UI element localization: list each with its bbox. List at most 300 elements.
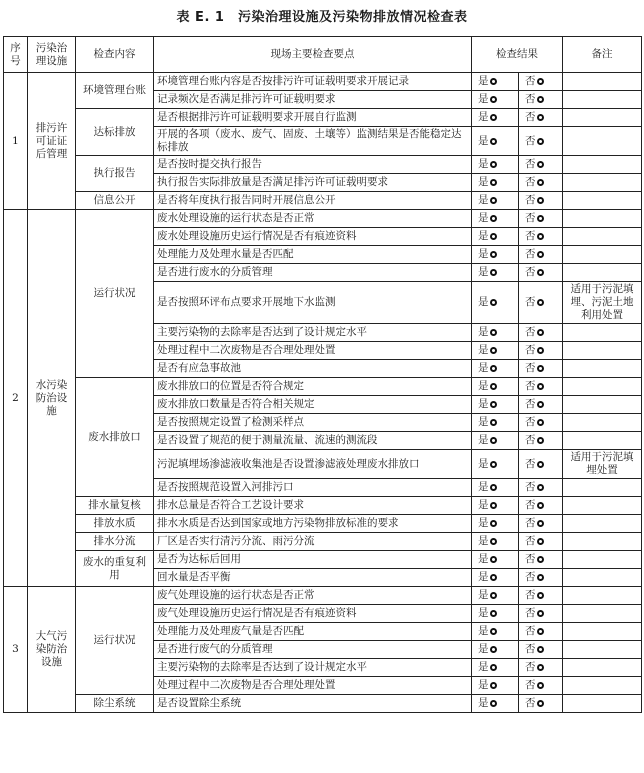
radio-circle-icon[interactable]	[537, 251, 544, 258]
radio-circle-icon[interactable]	[537, 401, 544, 408]
inspection-table	[3, 36, 642, 713]
radio-circle-icon[interactable]	[490, 700, 497, 707]
no-option[interactable]	[519, 396, 563, 414]
yes-label: 是	[478, 176, 489, 188]
check-point: 执行报告实际排放量是否满足排污许可证载明要求	[154, 174, 472, 192]
radio-circle-icon[interactable]	[537, 138, 544, 145]
check-point: 是否按照规范设置入河排污口	[154, 479, 472, 497]
yes-label: 是	[478, 93, 489, 105]
remark-cell	[563, 342, 642, 360]
check-point: 处理能力及处理水量是否匹配	[154, 246, 472, 264]
table-title: 表 E. 1 污染治理设施及污染物排放情况检查表	[176, 10, 468, 25]
no-label: 否	[525, 457, 536, 470]
no-option[interactable]	[519, 515, 563, 533]
no-label: 否	[525, 296, 536, 308]
radio-circle-icon[interactable]	[537, 484, 544, 491]
radio-circle-icon[interactable]	[537, 215, 544, 222]
radio-circle-icon[interactable]	[537, 96, 544, 103]
yes-label: 是	[478, 553, 489, 565]
yes-label: 是	[478, 296, 489, 308]
no-label: 否	[525, 111, 536, 123]
yes-option[interactable]	[472, 677, 519, 695]
table-row	[4, 378, 642, 396]
yes-option[interactable]	[472, 156, 519, 174]
table-row	[4, 695, 642, 713]
no-option[interactable]	[519, 432, 563, 450]
no-label: 否	[525, 481, 536, 493]
yes-option[interactable]	[472, 414, 519, 432]
check-point: 是否根据排污许可证载明要求开展自行监测	[154, 109, 472, 127]
radio-circle-icon[interactable]	[537, 520, 544, 527]
remark-cell	[563, 264, 642, 282]
radio-circle-icon[interactable]	[490, 299, 497, 306]
check-item: 废水排放口	[76, 378, 154, 497]
radio-circle-icon[interactable]	[537, 556, 544, 563]
yes-label: 是	[478, 589, 489, 601]
yes-option[interactable]	[472, 246, 519, 264]
radio-circle-icon[interactable]	[537, 269, 544, 276]
check-point: 主要污染物的去除率是否达到了设计规定水平	[154, 659, 472, 677]
yes-label: 是	[478, 398, 489, 410]
yes-option[interactable]	[472, 91, 519, 109]
no-label: 否	[525, 75, 536, 87]
section-facility: 水污染防治设施	[28, 210, 76, 587]
radio-circle-icon[interactable]	[490, 461, 497, 468]
table-row	[4, 551, 642, 569]
no-label: 否	[525, 607, 536, 619]
yes-option[interactable]	[472, 192, 519, 210]
check-point: 是否设置了规范的便于测量流量、流速的测流段	[154, 432, 472, 450]
remark-cell	[563, 587, 642, 605]
check-point: 是否为达标后回用	[154, 551, 472, 569]
radio-circle-icon[interactable]	[537, 329, 544, 336]
yes-label: 是	[478, 499, 489, 511]
yes-label: 是	[478, 134, 489, 147]
radio-circle-icon[interactable]	[490, 437, 497, 444]
radio-circle-icon[interactable]	[537, 437, 544, 444]
header-row	[4, 37, 642, 73]
no-option[interactable]	[519, 479, 563, 497]
radio-circle-icon[interactable]	[537, 114, 544, 121]
remark-cell: 适用于污泥填埋、污泥土地利用处置	[563, 282, 642, 324]
yes-option[interactable]	[472, 450, 519, 479]
no-label: 否	[525, 230, 536, 242]
check-point: 废水处理设施的运行状态是否正常	[154, 210, 472, 228]
check-point: 废水排放口数量是否符合相关规定	[154, 396, 472, 414]
check-point: 处理能力及处理废气量是否匹配	[154, 623, 472, 641]
check-item: 废水的重复利用	[76, 551, 154, 587]
radio-circle-icon[interactable]	[537, 646, 544, 653]
radio-circle-icon[interactable]	[490, 538, 497, 545]
no-label: 否	[525, 93, 536, 105]
radio-circle-icon[interactable]	[537, 78, 544, 85]
radio-circle-icon[interactable]	[490, 610, 497, 617]
remark-cell	[563, 127, 642, 156]
radio-circle-icon[interactable]	[490, 269, 497, 276]
no-option[interactable]	[519, 174, 563, 192]
no-option[interactable]	[519, 91, 563, 109]
no-option[interactable]	[519, 282, 563, 324]
yes-label: 是	[478, 625, 489, 637]
yes-option[interactable]	[472, 479, 519, 497]
check-point: 厂区是否实行清污分流、雨污分流	[154, 533, 472, 551]
yes-option[interactable]	[472, 228, 519, 246]
radio-circle-icon[interactable]	[490, 419, 497, 426]
no-option[interactable]	[519, 551, 563, 569]
yes-label: 是	[478, 266, 489, 278]
check-point: 是否将年度执行报告同时开展信息公开	[154, 192, 472, 210]
no-option[interactable]	[519, 569, 563, 587]
radio-circle-icon[interactable]	[490, 96, 497, 103]
radio-circle-icon[interactable]	[537, 502, 544, 509]
header-facility: 污染治理设施	[28, 37, 76, 73]
yes-label: 是	[478, 380, 489, 392]
table-row	[4, 192, 642, 210]
yes-label: 是	[478, 607, 489, 619]
yes-option[interactable]	[472, 533, 519, 551]
remark-cell	[563, 228, 642, 246]
yes-option[interactable]	[472, 605, 519, 623]
section-facility: 大气污染防治设施	[28, 587, 76, 713]
radio-circle-icon[interactable]	[537, 179, 544, 186]
check-point: 处理过程中二次废物是否合理处理处置	[154, 677, 472, 695]
check-point: 记录频次是否满足排污许可证载明要求	[154, 91, 472, 109]
radio-circle-icon[interactable]	[490, 365, 497, 372]
check-point: 回水量是否平衡	[154, 569, 472, 587]
remark-cell	[563, 515, 642, 533]
no-option[interactable]	[519, 228, 563, 246]
yes-label: 是	[478, 679, 489, 691]
radio-circle-icon[interactable]	[490, 138, 497, 145]
section-seq: 1	[4, 73, 28, 210]
no-label: 否	[525, 134, 536, 147]
no-label: 否	[525, 697, 536, 709]
no-option[interactable]	[519, 342, 563, 360]
radio-circle-icon[interactable]	[490, 179, 497, 186]
table-row	[4, 156, 642, 174]
yes-label: 是	[478, 194, 489, 206]
yes-option[interactable]	[472, 174, 519, 192]
check-item: 排水量复核	[76, 497, 154, 515]
check-point: 废水处理设施历史运行情况是否有痕迹资料	[154, 228, 472, 246]
header-result: 检查结果	[472, 37, 563, 73]
radio-circle-icon[interactable]	[490, 383, 497, 390]
remark-cell	[563, 91, 642, 109]
yes-label: 是	[478, 344, 489, 356]
check-item: 运行状况	[76, 587, 154, 695]
check-point: 主要污染物的去除率是否达到了设计规定水平	[154, 324, 472, 342]
table-row	[4, 497, 642, 515]
remark-cell	[563, 246, 642, 264]
table-row	[4, 515, 642, 533]
radio-circle-icon[interactable]	[490, 197, 497, 204]
yes-label: 是	[478, 571, 489, 583]
radio-circle-icon[interactable]	[537, 700, 544, 707]
header-points: 现场主要检查要点	[154, 37, 472, 73]
radio-circle-icon[interactable]	[490, 664, 497, 671]
remark-cell	[563, 360, 642, 378]
yes-label: 是	[478, 697, 489, 709]
check-item: 执行报告	[76, 156, 154, 192]
no-option[interactable]	[519, 533, 563, 551]
yes-label: 是	[478, 481, 489, 493]
radio-circle-icon[interactable]	[537, 383, 544, 390]
yes-option[interactable]	[472, 551, 519, 569]
table-row	[4, 210, 642, 228]
radio-circle-icon[interactable]	[537, 197, 544, 204]
remark-cell	[563, 695, 642, 713]
no-label: 否	[525, 212, 536, 224]
no-label: 否	[525, 679, 536, 691]
no-label: 否	[525, 553, 536, 565]
radio-circle-icon[interactable]	[490, 574, 497, 581]
radio-circle-icon[interactable]	[490, 592, 497, 599]
yes-option[interactable]	[472, 432, 519, 450]
no-label: 否	[525, 380, 536, 392]
check-point: 处理过程中二次废物是否合理处理处置	[154, 342, 472, 360]
check-point: 开展的各项（废水、废气、固废、土壤等）监测结果是否能稳定达标排放	[154, 127, 472, 156]
remark-cell	[563, 156, 642, 174]
yes-option[interactable]	[472, 695, 519, 713]
radio-circle-icon[interactable]	[537, 628, 544, 635]
no-label: 否	[525, 643, 536, 655]
no-label: 否	[525, 362, 536, 374]
section-seq: 2	[4, 210, 28, 587]
no-option[interactable]	[519, 623, 563, 641]
radio-circle-icon[interactable]	[490, 484, 497, 491]
check-point: 废水排放口的位置是否符合规定	[154, 378, 472, 396]
yes-label: 是	[478, 75, 489, 87]
no-label: 否	[525, 625, 536, 637]
remark-cell: 适用于污泥填埋处置	[563, 450, 642, 479]
section-seq: 3	[4, 587, 28, 713]
radio-circle-icon[interactable]	[537, 461, 544, 468]
radio-circle-icon[interactable]	[537, 664, 544, 671]
yes-label: 是	[478, 517, 489, 529]
radio-circle-icon[interactable]	[490, 215, 497, 222]
check-item: 除尘系统	[76, 695, 154, 713]
remark-cell	[563, 378, 642, 396]
yes-label: 是	[478, 661, 489, 673]
radio-circle-icon[interactable]	[537, 610, 544, 617]
no-label: 否	[525, 398, 536, 410]
no-label: 否	[525, 499, 536, 511]
radio-circle-icon[interactable]	[490, 233, 497, 240]
yes-label: 是	[478, 212, 489, 224]
radio-circle-icon[interactable]	[537, 347, 544, 354]
remark-cell	[563, 569, 642, 587]
yes-label: 是	[478, 416, 489, 428]
remark-cell	[563, 641, 642, 659]
header-item: 检查内容	[76, 37, 154, 73]
yes-option[interactable]	[472, 623, 519, 641]
check-point: 废气处理设施的运行状态是否正常	[154, 587, 472, 605]
no-option[interactable]	[519, 378, 563, 396]
remark-cell	[563, 73, 642, 91]
radio-circle-icon[interactable]	[490, 682, 497, 689]
check-point: 排水总量是否符合工艺设计要求	[154, 497, 472, 515]
check-point: 是否进行废水的分质管理	[154, 264, 472, 282]
check-point: 污泥填埋场渗滤液收集池是否设置渗滤液处理废水排放口	[154, 450, 472, 479]
remark-cell	[563, 551, 642, 569]
yes-option[interactable]	[472, 641, 519, 659]
yes-option[interactable]	[472, 324, 519, 342]
no-option[interactable]	[519, 414, 563, 432]
check-item: 运行状况	[76, 210, 154, 378]
yes-option[interactable]	[472, 342, 519, 360]
radio-circle-icon[interactable]	[490, 78, 497, 85]
yes-option[interactable]	[472, 587, 519, 605]
section-facility: 排污许可证证后管理	[28, 73, 76, 210]
no-label: 否	[525, 434, 536, 446]
yes-label: 是	[478, 230, 489, 242]
remark-cell	[563, 533, 642, 551]
radio-circle-icon[interactable]	[490, 251, 497, 258]
check-point: 是否有应急事故池	[154, 360, 472, 378]
no-option[interactable]	[519, 210, 563, 228]
no-option[interactable]	[519, 156, 563, 174]
remark-cell	[563, 210, 642, 228]
radio-circle-icon[interactable]	[537, 419, 544, 426]
yes-option[interactable]	[472, 73, 519, 91]
remark-cell	[563, 192, 642, 210]
check-point: 是否按照规定设置了检测采样点	[154, 414, 472, 432]
no-option[interactable]	[519, 605, 563, 623]
table-row	[4, 533, 642, 551]
no-label: 否	[525, 589, 536, 601]
yes-option[interactable]	[472, 282, 519, 324]
yes-option[interactable]	[472, 497, 519, 515]
no-option[interactable]	[519, 73, 563, 91]
yes-label: 是	[478, 248, 489, 260]
no-label: 否	[525, 344, 536, 356]
table-row	[4, 73, 642, 91]
no-option[interactable]	[519, 246, 563, 264]
radio-circle-icon[interactable]	[490, 161, 497, 168]
remark-cell	[563, 174, 642, 192]
radio-circle-icon[interactable]	[537, 299, 544, 306]
check-point: 是否进行废气的分质管理	[154, 641, 472, 659]
remark-cell	[563, 414, 642, 432]
remark-cell	[563, 623, 642, 641]
no-option[interactable]	[519, 192, 563, 210]
no-label: 否	[525, 266, 536, 278]
remark-cell	[563, 109, 642, 127]
check-point: 排水水质是否达到国家或地方污染物排放标准的要求	[154, 515, 472, 533]
yes-option[interactable]	[472, 127, 519, 156]
radio-circle-icon[interactable]	[490, 114, 497, 121]
table-row	[4, 587, 642, 605]
no-option[interactable]	[519, 587, 563, 605]
no-option[interactable]	[519, 127, 563, 156]
no-label: 否	[525, 176, 536, 188]
no-option[interactable]	[519, 695, 563, 713]
check-item: 信息公开	[76, 192, 154, 210]
check-item: 排放水质	[76, 515, 154, 533]
check-item: 达标排放	[76, 109, 154, 156]
no-option[interactable]	[519, 450, 563, 479]
remark-cell	[563, 659, 642, 677]
yes-option[interactable]	[472, 569, 519, 587]
yes-label: 是	[478, 111, 489, 123]
yes-option[interactable]	[472, 659, 519, 677]
yes-option[interactable]	[472, 210, 519, 228]
header-seq: 序号	[4, 37, 28, 73]
no-label: 否	[525, 661, 536, 673]
no-option[interactable]	[519, 659, 563, 677]
no-label: 否	[525, 194, 536, 206]
check-point: 环境管理台账内容是否按排污许可证载明要求开展记录	[154, 73, 472, 91]
radio-circle-icon[interactable]	[537, 365, 544, 372]
check-point: 废气处理设施历史运行情况是否有痕迹资料	[154, 605, 472, 623]
no-label: 否	[525, 571, 536, 583]
radio-circle-icon[interactable]	[490, 502, 497, 509]
radio-circle-icon[interactable]	[490, 628, 497, 635]
no-option[interactable]	[519, 264, 563, 282]
yes-option[interactable]	[472, 515, 519, 533]
yes-label: 是	[478, 362, 489, 374]
remark-cell	[563, 324, 642, 342]
radio-circle-icon[interactable]	[490, 520, 497, 527]
radio-circle-icon[interactable]	[490, 401, 497, 408]
remark-cell	[563, 497, 642, 515]
yes-option[interactable]	[472, 396, 519, 414]
radio-circle-icon[interactable]	[537, 592, 544, 599]
yes-label: 是	[478, 535, 489, 547]
yes-option[interactable]	[472, 378, 519, 396]
no-option[interactable]	[519, 360, 563, 378]
no-option[interactable]	[519, 497, 563, 515]
no-label: 否	[525, 517, 536, 529]
check-point: 是否按时提交执行报告	[154, 156, 472, 174]
radio-circle-icon[interactable]	[490, 347, 497, 354]
radio-circle-icon[interactable]	[537, 233, 544, 240]
remark-cell	[563, 605, 642, 623]
radio-circle-icon[interactable]	[537, 682, 544, 689]
radio-circle-icon[interactable]	[537, 538, 544, 545]
no-label: 否	[525, 416, 536, 428]
yes-option[interactable]	[472, 360, 519, 378]
no-option[interactable]	[519, 324, 563, 342]
no-label: 否	[525, 158, 536, 170]
remark-cell	[563, 432, 642, 450]
radio-circle-icon[interactable]	[490, 329, 497, 336]
yes-label: 是	[478, 643, 489, 655]
yes-option[interactable]	[472, 264, 519, 282]
no-label: 否	[525, 535, 536, 547]
radio-circle-icon[interactable]	[537, 574, 544, 581]
yes-label: 是	[478, 326, 489, 338]
check-item: 环境管理台账	[76, 73, 154, 109]
check-point: 是否按照环评布点要求开展地下水监测	[154, 282, 472, 324]
radio-circle-icon[interactable]	[537, 161, 544, 168]
check-point: 是否设置除尘系统	[154, 695, 472, 713]
no-option[interactable]	[519, 641, 563, 659]
no-option[interactable]	[519, 109, 563, 127]
no-label: 否	[525, 248, 536, 260]
table-row	[4, 109, 642, 127]
no-label: 否	[525, 326, 536, 338]
check-item: 排水分流	[76, 533, 154, 551]
header-remark: 备注	[563, 37, 642, 73]
remark-cell	[563, 479, 642, 497]
yes-option[interactable]	[472, 109, 519, 127]
radio-circle-icon[interactable]	[490, 556, 497, 563]
no-option[interactable]	[519, 677, 563, 695]
remark-cell	[563, 677, 642, 695]
radio-circle-icon[interactable]	[490, 646, 497, 653]
yes-label: 是	[478, 457, 489, 470]
